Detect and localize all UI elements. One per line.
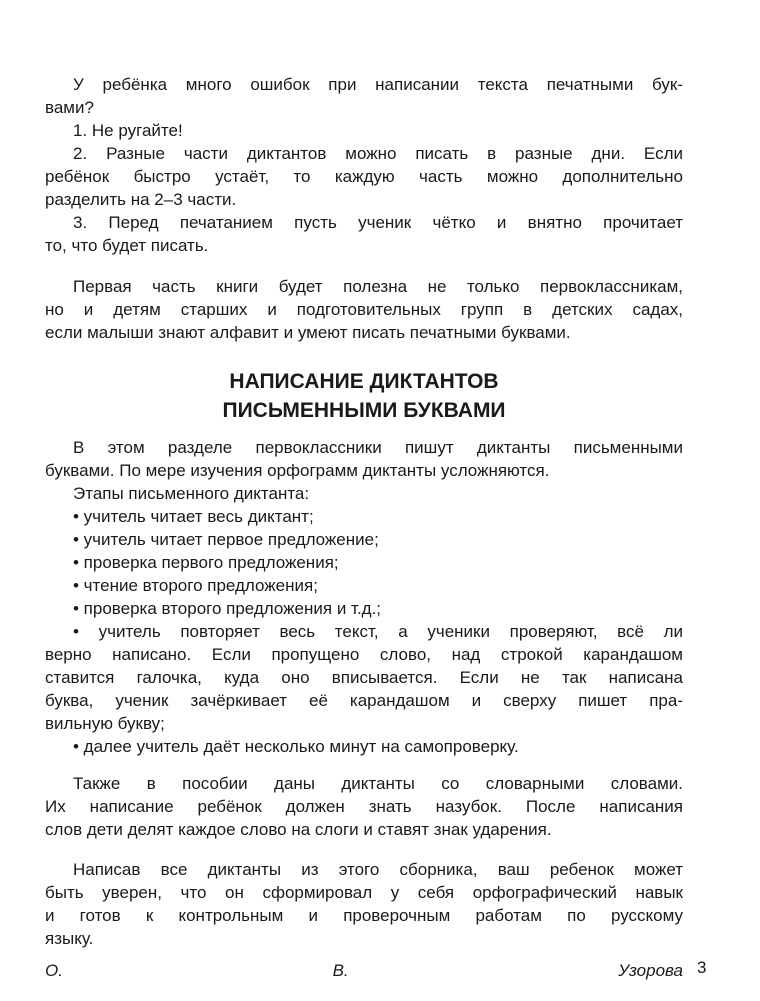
text-line: 3. Перед печатанием пусть ученик чётко и внятно прочитает [73,213,683,232]
text-line: • далее учитель даёт несколько минут на самопроверку. [73,737,519,756]
paragraph [45,275,683,344]
text-line: ПИСЬМЕННЫМИ БУКВАМИ [222,399,506,422]
text-line: У ребёнка много ошибок при написании текста печатными бук- [73,75,683,94]
text-line: то, что будет писать. [45,236,209,255]
text-line: Также в пособии даны диктанты со словарными словами. [73,774,683,793]
author-signature [45,959,683,982]
text-line: буква, ученик зачёркивает её карандашом и сверху пишет пра- [45,691,683,710]
text-line: слов дети делят каждое слово на слоги и ставят знак ударения. [45,820,552,839]
text-line: если малыши знают алфавит и умеют писать печатными буквами. [45,323,571,342]
text-line: ребёнок быстро устаёт, то каждую часть можно дополнительно [45,167,683,186]
text-line: разделить на 2–3 части. [45,190,237,209]
text-line: буквами. По мере изучения орфограмм диктанты усложняются. [45,461,550,480]
text-line: В этом разделе первоклассники пишут диктанты письменными [73,438,683,457]
text-line: и готов к контрольным и проверочным работам по русскому [45,906,683,925]
text-line: • учитель повторяет весь текст, а ученики проверяют, всё ли [73,622,683,641]
text-line: О. В. Узорова [45,961,683,980]
text-line: вами? [45,98,94,117]
text-line: Написав все диктанты из этого сборника, ваш ребенок может [73,860,683,879]
paragraph [45,858,683,950]
page-number: 3 [697,958,707,977]
text-line: языку. [45,929,94,948]
text-line: НАПИСАНИЕ ДИКТАНТОВ [229,370,499,393]
paragraph [45,436,683,758]
paragraph [45,772,683,841]
text-line: Первая часть книги будет полезна не только первоклассникам, [73,277,683,296]
text-line: Этапы письменного диктанта: [73,484,310,503]
page-content [45,73,683,982]
text-line: 1. Не ругайте! [73,121,183,140]
text-line: вильную букву; [45,714,165,733]
text-line: быть уверен, что он сформировал у себя орфографический навык [45,883,683,902]
text-line: • проверка второго предложения и т.д.; [73,599,382,618]
text-line: • учитель читает весь диктант; [73,507,314,526]
section-heading [45,367,683,425]
text-line: • учитель читает первое предложение; [73,530,379,549]
paragraph [45,73,683,257]
text-line: • проверка первого предложения; [73,553,339,572]
text-line: • чтение второго предложения; [73,576,318,595]
text-line: 2. Разные части диктантов можно писать в разные дни. Если [73,144,683,163]
text-line: ставится галочка, куда оно вписывается. Если не так написана [45,668,683,687]
text-line: Их написание ребёнок должен знать назубок. После написания [45,797,683,816]
text-line: но и детям старших и подготовительных групп в детских садах, [45,300,683,319]
text-line: верно написано. Если пропущено слово, над строкой карандашом [45,645,683,664]
